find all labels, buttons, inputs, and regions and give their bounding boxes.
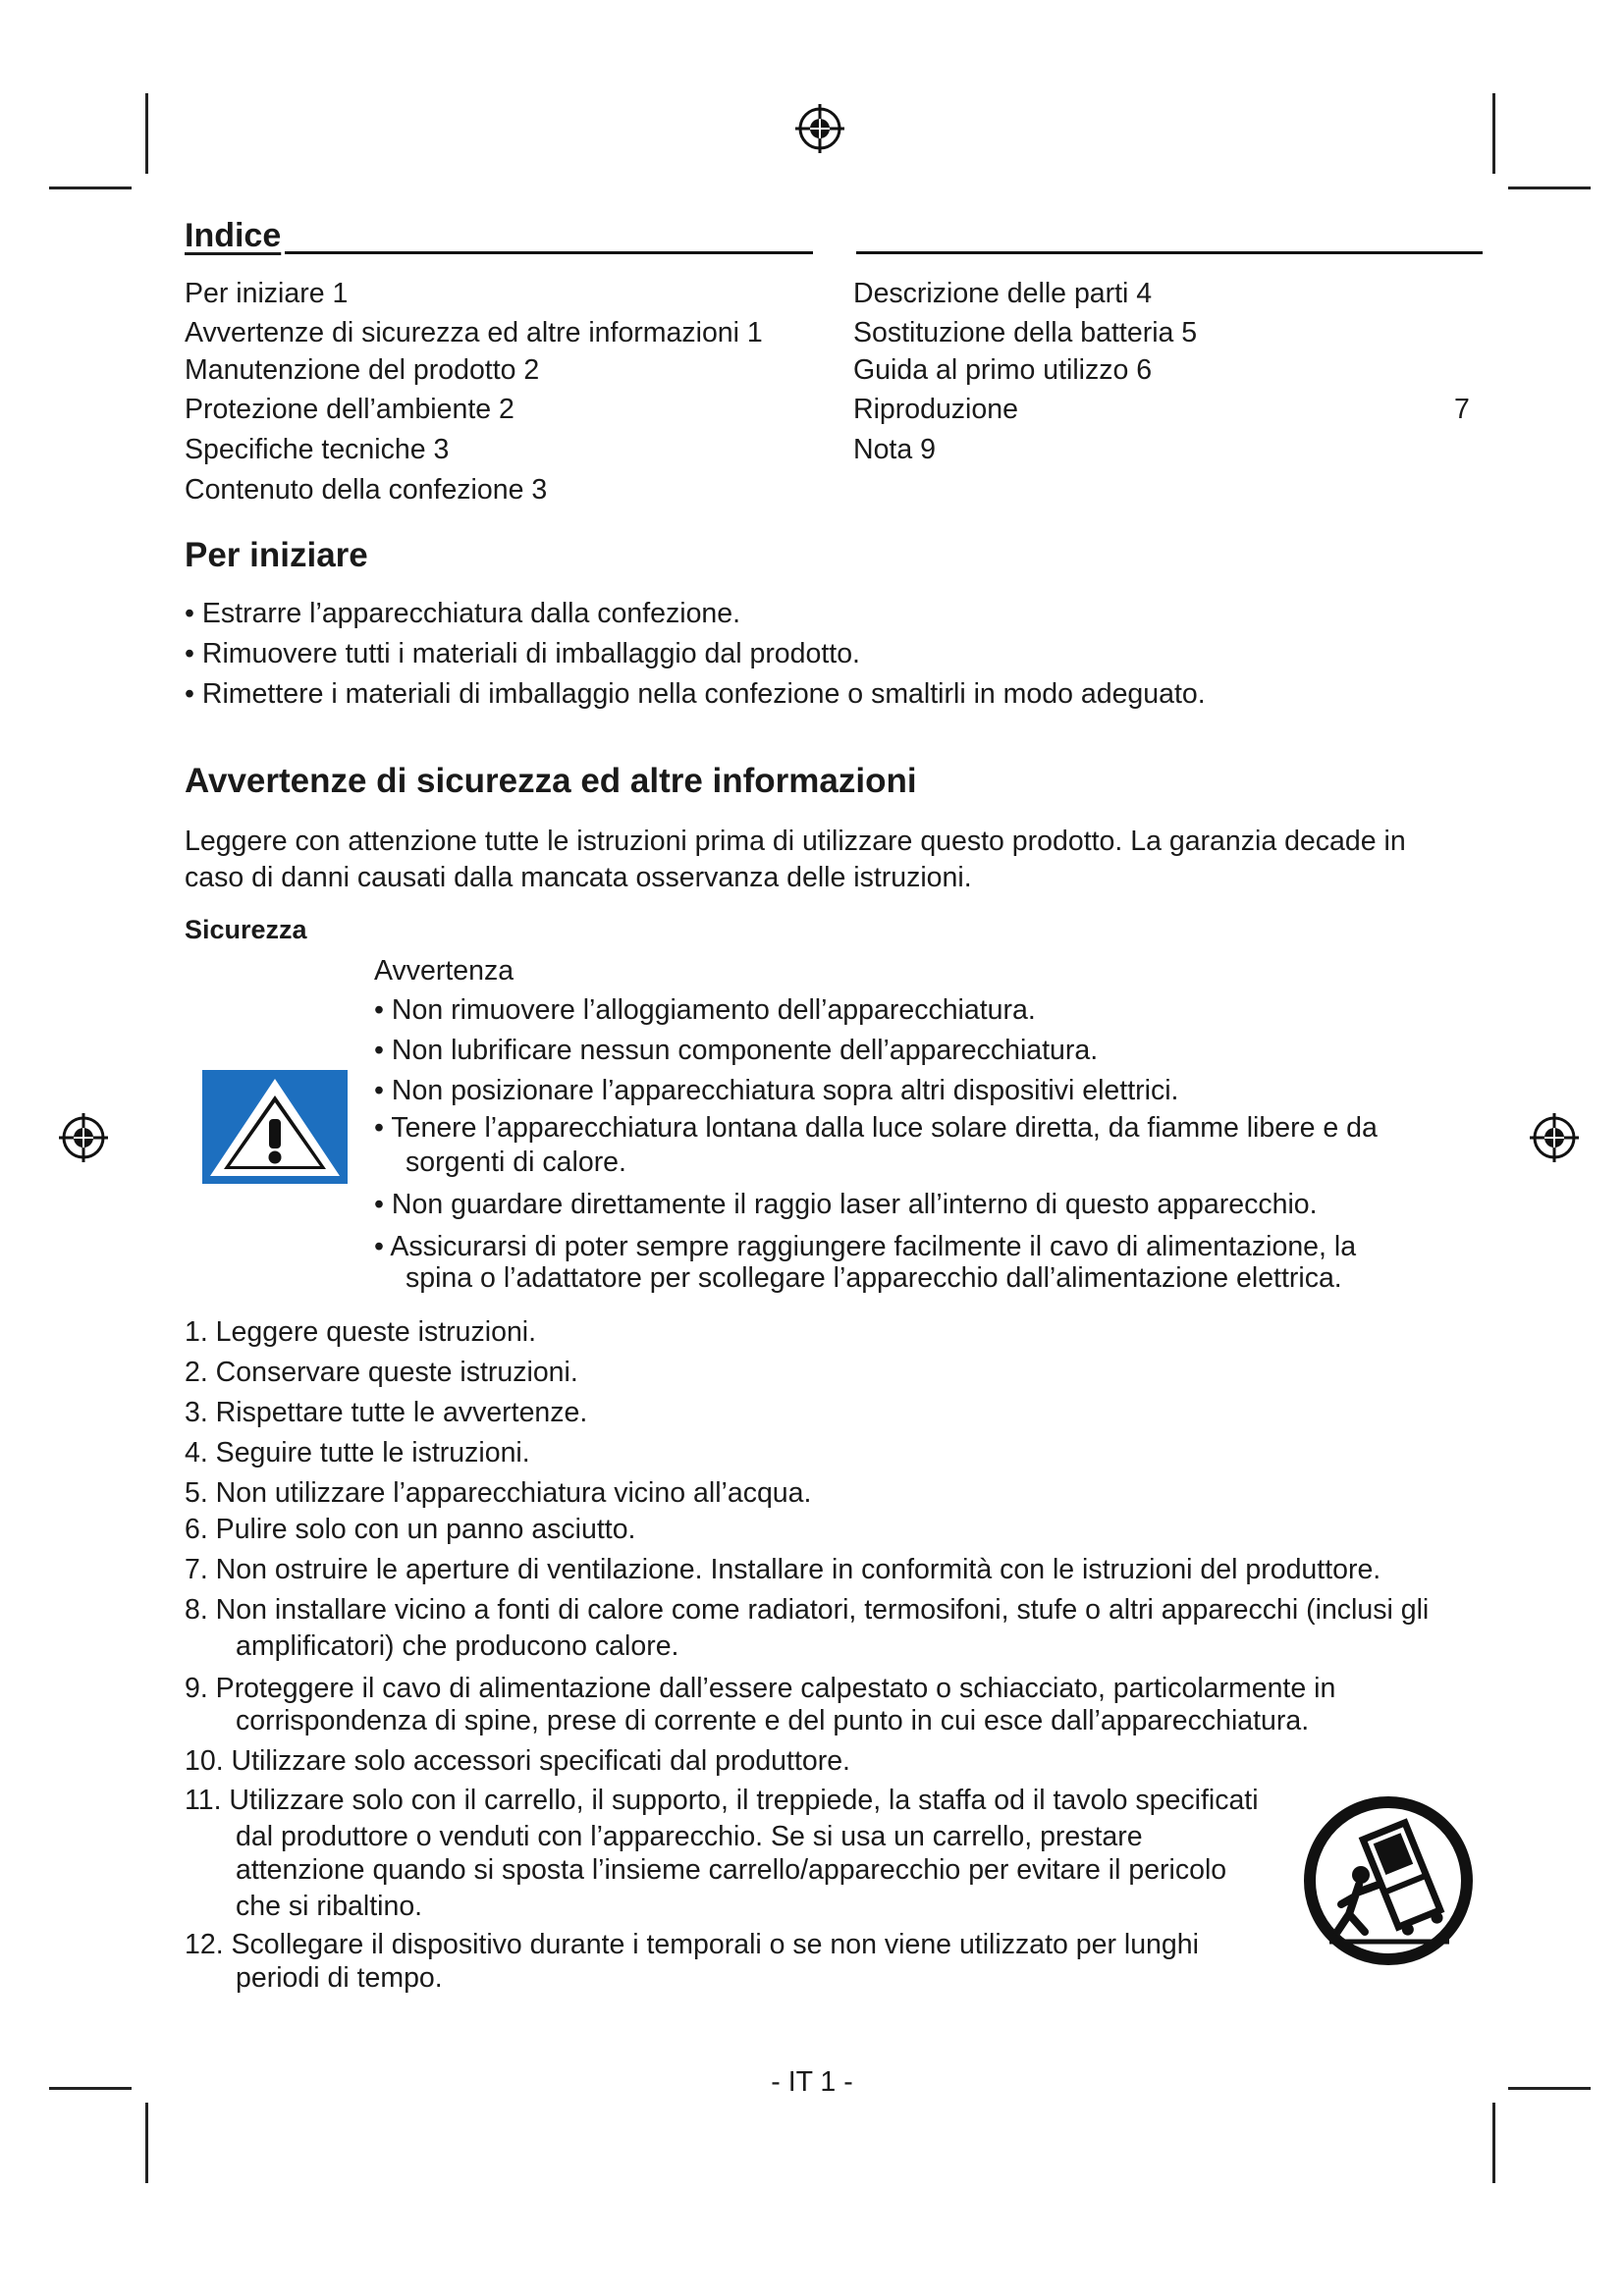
list-item: • Rimuovere tutti i materiali di imballaggio dal prodotto. bbox=[185, 638, 860, 669]
toc-entry[interactable]: Sostituzione della batteria 5 bbox=[853, 317, 1198, 348]
list-item: • Estrarre l’apparecchiatura dalla confezione. bbox=[185, 598, 741, 629]
list-item-continuation: amplificatori) che producono calore. bbox=[236, 1630, 679, 1662]
toc-entry[interactable]: Protezione dell’ambiente 2 bbox=[185, 394, 514, 425]
list-item: 8. Non installare vicino a fonti di calore come radiatori, termosifoni, stufe o altri apparecchi (inclusi gli bbox=[185, 1594, 1430, 1626]
list-item: 5. Non utilizzare l’apparecchiatura vicino all’acqua. bbox=[185, 1477, 812, 1509]
toc-entry[interactable]: Nota 9 bbox=[853, 434, 936, 465]
list-item: • Non lubrificare nessun componente dell’apparecchiatura. bbox=[374, 1035, 1099, 1066]
toc-entry[interactable]: Contenuto della confezione 3 bbox=[185, 474, 548, 506]
crop-mark-bottom-right-vertical bbox=[1492, 2103, 1495, 2183]
section-title-safety: Avvertenze di sicurezza ed altre informazioni bbox=[185, 762, 917, 800]
warning-triangle-icon bbox=[202, 1070, 348, 1184]
list-item: • Non posizionare l’apparecchiatura sopra altri dispositivi elettrici. bbox=[374, 1075, 1179, 1106]
toc-entry[interactable]: Per iniziare 1 bbox=[185, 278, 349, 309]
crop-mark-top-right-vertical bbox=[1492, 93, 1495, 174]
list-item: • Assicurarsi di poter sempre raggiungere facilmente il cavo di alimentazione, la bbox=[374, 1231, 1357, 1262]
list-item: 1. Leggere queste istruzioni. bbox=[185, 1316, 537, 1348]
list-item: • Non guardare direttamente il raggio laser all’interno di questo apparecchio. bbox=[374, 1189, 1318, 1220]
toc-rule-left bbox=[285, 251, 813, 254]
list-item: 10. Utilizzare solo accessori specificati dal produttore. bbox=[185, 1745, 850, 1777]
crop-mark-top-left-horizontal bbox=[49, 187, 132, 189]
numbered-instructions bbox=[185, 1315, 1483, 2002]
list-item: 2. Conservare queste istruzioni. bbox=[185, 1357, 578, 1388]
registration-mark-icon bbox=[793, 102, 846, 155]
crop-mark-top-right-horizontal bbox=[1508, 187, 1591, 189]
warning-block bbox=[374, 954, 1484, 1298]
toc-entry[interactable]: Manutenzione del prodotto 2 bbox=[185, 354, 540, 386]
toc-entry[interactable]: Specifiche tecniche 3 bbox=[185, 434, 450, 465]
list-item-continuation: spina o l’adattatore per scollegare l’apparecchio dall’alimentazione elettrica. bbox=[406, 1262, 1342, 1294]
toc-title: Indice bbox=[185, 217, 282, 254]
subsection-title-sicurezza: Sicurezza bbox=[185, 915, 307, 944]
crop-mark-top-left-vertical bbox=[145, 93, 148, 174]
toc-entry[interactable]: Guida al primo utilizzo 6 bbox=[853, 354, 1153, 386]
toc-left-column bbox=[185, 277, 813, 512]
list-item: 7. Non ostruire le aperture di ventilazione. Installare in conformità con le istruzioni del produttore. bbox=[185, 1554, 1381, 1585]
crop-mark-bottom-left-vertical bbox=[145, 2103, 148, 2183]
list-item-continuation: sorgenti di calore. bbox=[406, 1147, 626, 1178]
list-item-continuation: attenzione quando si sposta l’insieme carrello/apparecchio per evitare il pericolo bbox=[236, 1854, 1227, 1886]
section-title-start: Per iniziare bbox=[185, 536, 368, 574]
list-item-continuation: dal produttore o venduti con l’apparecchio. Se si usa un carrello, prestare bbox=[236, 1821, 1143, 1852]
list-item: 3. Rispettare tutte le avvertenze. bbox=[185, 1397, 588, 1428]
list-item: 9. Proteggere il cavo di alimentazione dall’essere calpestato o schiacciato, particolarmente in bbox=[185, 1673, 1336, 1704]
page-number: - IT 1 - bbox=[771, 2066, 853, 2098]
toc-right-column bbox=[853, 277, 1482, 473]
safety-intro-line: caso di danni causati dalla mancata osservanza delle istruzioni. bbox=[185, 862, 972, 893]
list-item-continuation: che si ribaltino. bbox=[236, 1891, 423, 1922]
list-item: • Rimettere i materiali di imballaggio nella confezione o smaltirli in modo adeguato. bbox=[185, 678, 1206, 710]
registration-mark-icon bbox=[57, 1111, 110, 1164]
list-item: 12. Scollegare il dispositivo durante i temporali o se non viene utilizzato per lunghi bbox=[185, 1929, 1199, 1960]
list-item: • Non rimuovere l’alloggiamento dell’apparecchiatura. bbox=[374, 994, 1036, 1026]
toc-rule-right bbox=[856, 251, 1483, 254]
list-item-continuation: periodi di tempo. bbox=[236, 1962, 443, 1994]
registration-mark-icon bbox=[1528, 1111, 1581, 1164]
toc-page-number: 7 bbox=[1454, 394, 1470, 425]
list-item-continuation: corrispondenza di spine, prese di corrente e del punto in cui esce dall’apparecchiatura. bbox=[236, 1705, 1310, 1736]
list-item: 4. Seguire tutte le istruzioni. bbox=[185, 1437, 530, 1468]
safety-intro-line: Leggere con attenzione tutte le istruzioni prima di utilizzare questo prodotto. La garanzia decade in bbox=[185, 826, 1406, 857]
toc-entry[interactable]: Avvertenze di sicurezza ed altre informazioni 1 bbox=[185, 317, 763, 348]
list-item: 6. Pulire solo con un panno asciutto. bbox=[185, 1514, 636, 1545]
cart-tip-over-icon bbox=[1302, 1794, 1475, 1967]
toc-entry[interactable]: Riproduzione bbox=[853, 394, 1018, 425]
list-item: 11. Utilizzare solo con il carrello, il supporto, il treppiede, la staffa od il tavolo specificati bbox=[185, 1785, 1259, 1816]
list-item: • Tenere l’apparecchiatura lontana dalla luce solare diretta, da fiamme libere e da bbox=[374, 1112, 1378, 1144]
start-bullet-list bbox=[185, 597, 1481, 715]
warning-title: Avvertenza bbox=[374, 955, 514, 987]
toc-entry[interactable]: Descrizione delle parti 4 bbox=[853, 278, 1153, 309]
